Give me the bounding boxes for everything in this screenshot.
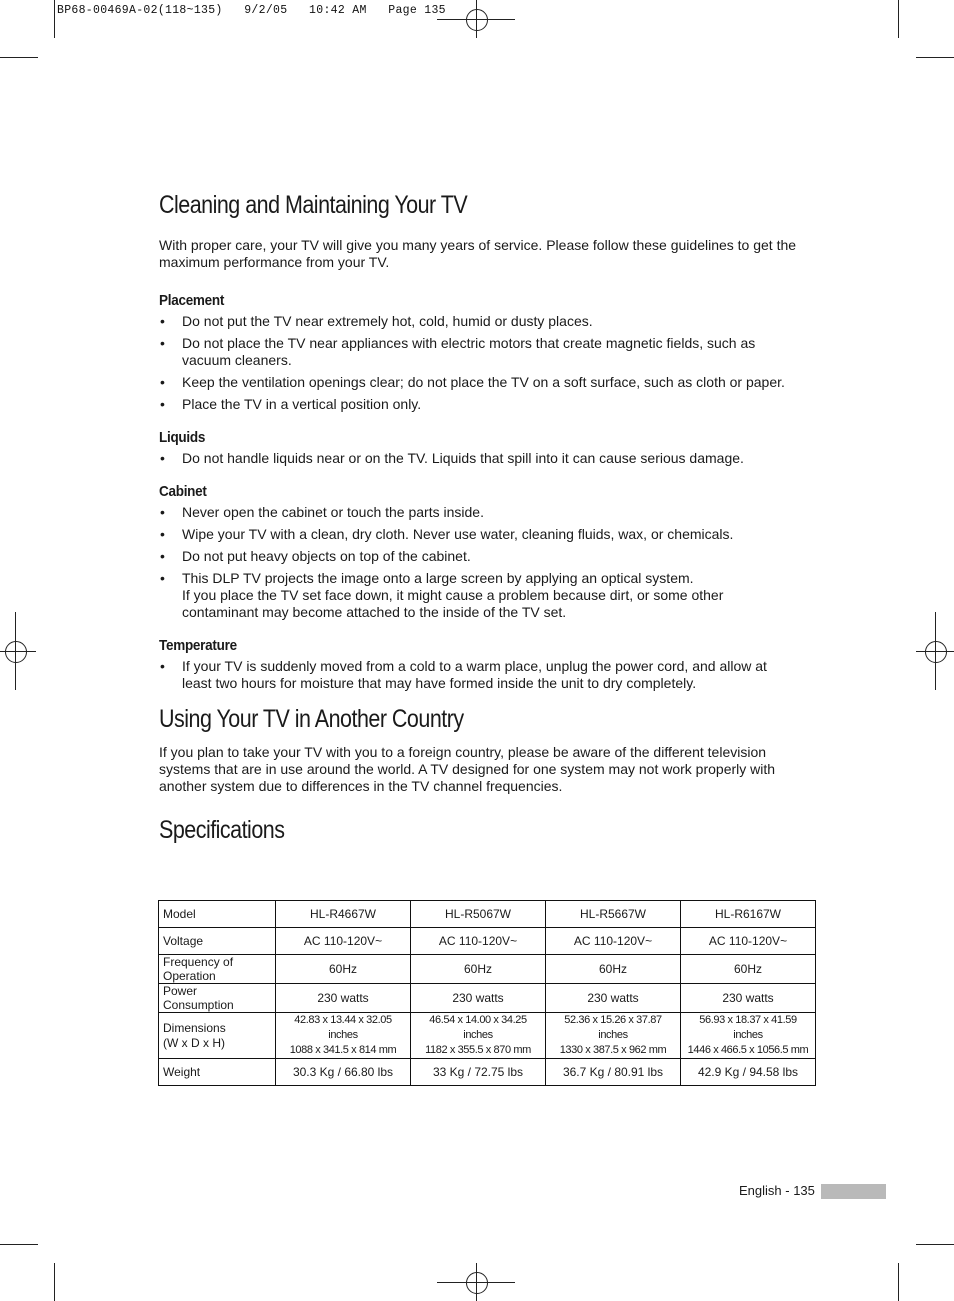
table-cell-label: Voltage [159,928,276,955]
table-cell: AC 110-120V~ [276,928,411,955]
table-cell-label: Dimensions (W x D x H) [159,1013,276,1059]
list-item: • If your TV is suddenly moved from a cold to a warm place, unplug the power cord, and allow at least two hours for moisture that may have formed inside the unit to dry completely. [160,658,767,691]
table-row [159,901,816,928]
table-cell: AC 110-120V~ [411,928,546,955]
table-cell: 230 watts [276,984,411,1013]
table-cell: HL-R5067W [411,901,546,928]
crop-mark [0,57,38,58]
crop-mark [898,1263,899,1301]
table-cell: 60Hz [546,955,681,984]
crop-mark [898,0,899,38]
table-cell-label: Power Consumption [159,984,276,1013]
table-cell: 60Hz [411,955,546,984]
another-country-body: If you plan to take your TV with you to a foreign country, please be aware of the different television systems that are in use around the world. A TV designed for one system may not work properly with another system due to differences in the TV channel frequencies. [159,744,776,794]
table-cell: 230 watts [681,984,816,1013]
table-cell-label: Weight [159,1059,276,1086]
table-cell: 42.9 Kg / 94.58 lbs [681,1059,816,1086]
section-title-specifications: Specifications [159,816,285,844]
list-item: • Keep the ventilation openings clear; do not place the TV on a soft surface, such as cloth or paper. [160,374,785,390]
list-item: • Place the TV in a vertical position only. [160,396,422,412]
table-cell: 30.3 Kg / 66.80 lbs [276,1059,411,1086]
heading-cabinet: Cabinet [159,483,207,500]
crop-mark [54,0,55,38]
table-cell: 230 watts [546,984,681,1013]
heading-temperature: Temperature [159,637,237,654]
table-cell: 52.36 x 15.26 x 37.87 inches 1330 x 387.5 x 962 mm [546,1013,681,1059]
heading-liquids: Liquids [159,429,206,446]
footer-bar [821,1184,886,1199]
table-cell: 36.7 Kg / 80.91 lbs [546,1059,681,1086]
section-title-another-country: Using Your TV in Another Country [159,705,464,733]
list-item-continuation: If you place the TV set face down, it might cause a problem because dirt, or some other contaminant may become attached to the inside of the TV set. [182,587,724,620]
specifications-table [158,900,816,1086]
table-cell: 60Hz [276,955,411,984]
crop-mark [54,1263,55,1301]
table-cell-label: Model [159,901,276,928]
page-number: English - 135 [739,1183,815,1198]
table-cell: HL-R4667W [276,901,411,928]
table-cell: AC 110-120V~ [681,928,816,955]
table-cell: 46.54 x 14.00 x 34.25 inches 1182 x 355.5 x 870 mm [411,1013,546,1059]
list-item: • Never open the cabinet or touch the parts inside. [160,504,484,520]
table-row [159,955,816,984]
list-item: • Do not put heavy objects on top of the cabinet. [160,548,471,564]
placement-list [159,313,799,413]
table-row [159,984,816,1013]
list-item: • Wipe your TV with a clean, dry cloth. Never use water, cleaning fluids, wax, or chemicals. [160,526,734,542]
heading-placement: Placement [159,292,225,309]
section-title-cleaning: Cleaning and Maintaining Your TV [159,191,468,219]
list-item: • Do not place the TV near appliances with electric motors that create magnetic fields, such as vacuum cleaners. [160,335,756,368]
page-content [159,190,799,845]
table-row [159,1059,816,1086]
list-item: • This DLP TV projects the image onto a large screen by applying an optical system. If you place the TV set face down, it might cause a problem because dirt, or some other contaminant may become attached to the inside of the TV set. [160,570,724,620]
table-cell: 56.93 x 18.37 x 41.59 inches 1446 x 466.5 x 1056.5 mm [681,1013,816,1059]
table-cell: AC 110-120V~ [546,928,681,955]
table-cell: 230 watts [411,984,546,1013]
crop-mark [916,1244,954,1245]
list-item: • Do not handle liquids near or on the TV. Liquids that spill into it can cause serious damage. [160,450,744,466]
cleaning-intro: With proper care, your TV will give you many years of service. Please follow these guidelines to get the maximum performance from your TV. [159,237,797,270]
print-header: BP68-00469A-02(118~135) 9/2/05 10:42 AM Page 135 [57,4,446,17]
table-cell: HL-R6167W [681,901,816,928]
table-cell: HL-R5667W [546,901,681,928]
table-cell-label: Frequency of Operation [159,955,276,984]
crop-mark [916,57,954,58]
table-cell: 33 Kg / 72.75 lbs [411,1059,546,1086]
temperature-list [159,658,799,692]
crop-mark [0,1244,38,1245]
table-row [159,1013,816,1059]
table-row [159,928,816,955]
table-cell: 42.83 x 13.44 x 32.05 inches 1088 x 341.5 x 814 mm [276,1013,411,1059]
liquids-list [159,450,799,467]
list-item: • Do not put the TV near extremely hot, cold, humid or dusty places. [160,313,593,329]
table-cell: 60Hz [681,955,816,984]
cabinet-list [159,504,799,621]
